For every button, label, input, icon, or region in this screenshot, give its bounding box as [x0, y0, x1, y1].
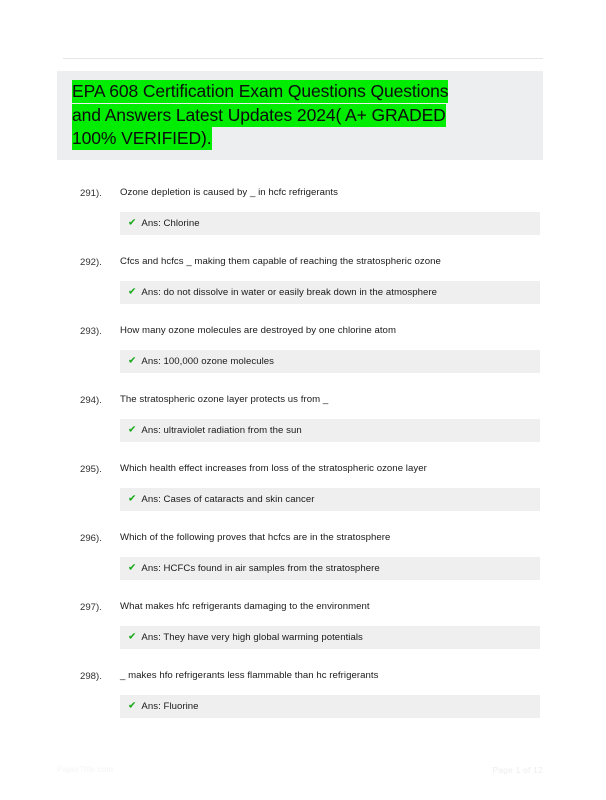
question-row — [0, 324, 606, 339]
question-number: 295). — [80, 463, 102, 475]
page-number: Page 1 of 12 — [492, 765, 543, 775]
question-number: 298). — [80, 670, 102, 682]
watermark-text: PaperTitle.com — [57, 765, 114, 774]
qa-item — [0, 324, 606, 393]
check-icon: ✔ — [128, 424, 137, 435]
title-line-2: and Answers Latest Updates 2024( A+ GRADED — [72, 104, 446, 125]
answer-box — [120, 626, 540, 649]
page-title — [72, 80, 538, 151]
question-row — [0, 600, 606, 615]
question-text: Ozone depletion is caused by _ in hcfc refrigerants — [120, 187, 338, 198]
answer-text: Ans: Cases of cataracts and skin cancer — [141, 494, 315, 505]
qa-item — [0, 462, 606, 531]
qa-item — [0, 186, 606, 255]
question-text: What makes hfc refrigerants damaging to the environment — [120, 601, 370, 612]
answer-text: Ans: Fluorine — [141, 701, 199, 712]
page-footer — [57, 765, 543, 781]
question-text: _ makes hfo refrigerants less flammable than hc refrigerants — [120, 670, 379, 681]
question-number: 294). — [80, 394, 102, 406]
question-answer-list — [0, 186, 606, 738]
answer-text: Ans: 100,000 ozone molecules — [141, 356, 274, 367]
question-row — [0, 186, 606, 201]
question-text: The stratospheric ozone layer protects us from _ — [120, 394, 329, 405]
qa-item — [0, 600, 606, 669]
check-icon: ✔ — [128, 631, 137, 642]
check-icon: ✔ — [128, 355, 137, 366]
answer-box — [120, 212, 540, 235]
question-text: Cfcs and hcfcs _ making them capable of reaching the stratospheric ozone — [120, 256, 441, 267]
answer-text: Ans: do not dissolve in water or easily break down in the atmosphere — [141, 287, 438, 298]
answer-box — [120, 695, 540, 718]
answer-box — [120, 488, 540, 511]
check-icon: ✔ — [128, 286, 137, 297]
answer-text: Ans: ultraviolet radiation from the sun — [141, 425, 302, 436]
question-number: 296). — [80, 532, 102, 544]
answer-box — [120, 350, 540, 373]
title-line-1: EPA 608 Certification Exam Questions Questions — [72, 81, 449, 101]
title-line-3: 100% VERIFIED). — [72, 128, 212, 148]
answer-text: Ans: Chlorine — [141, 218, 200, 229]
document-title-block — [57, 71, 543, 160]
question-text: Which health effect increases from loss of the stratospheric ozone layer — [120, 463, 427, 474]
question-number: 293). — [80, 325, 102, 337]
answer-text: Ans: They have very high global warming potentials — [141, 632, 363, 643]
header-divider — [63, 58, 543, 59]
qa-item — [0, 531, 606, 600]
qa-item — [0, 255, 606, 324]
question-number: 292). — [80, 256, 102, 268]
check-icon: ✔ — [128, 700, 137, 711]
question-row — [0, 669, 606, 684]
question-number: 291). — [80, 187, 102, 199]
check-icon: ✔ — [128, 217, 137, 228]
question-text: How many ozone molecules are destroyed by one chlorine atom — [120, 325, 396, 336]
question-row — [0, 531, 606, 546]
answer-box — [120, 557, 540, 580]
question-number: 297). — [80, 601, 102, 613]
question-row — [0, 255, 606, 270]
check-icon: ✔ — [128, 493, 137, 504]
qa-item — [0, 393, 606, 462]
question-row — [0, 462, 606, 477]
qa-item — [0, 669, 606, 738]
answer-text: Ans: HCFCs found in air samples from the stratosphere — [141, 563, 380, 574]
question-row — [0, 393, 606, 408]
answer-box — [120, 419, 540, 442]
check-icon: ✔ — [128, 562, 137, 573]
answer-box — [120, 281, 540, 304]
question-text: Which of the following proves that hcfcs are in the stratosphere — [120, 532, 391, 543]
